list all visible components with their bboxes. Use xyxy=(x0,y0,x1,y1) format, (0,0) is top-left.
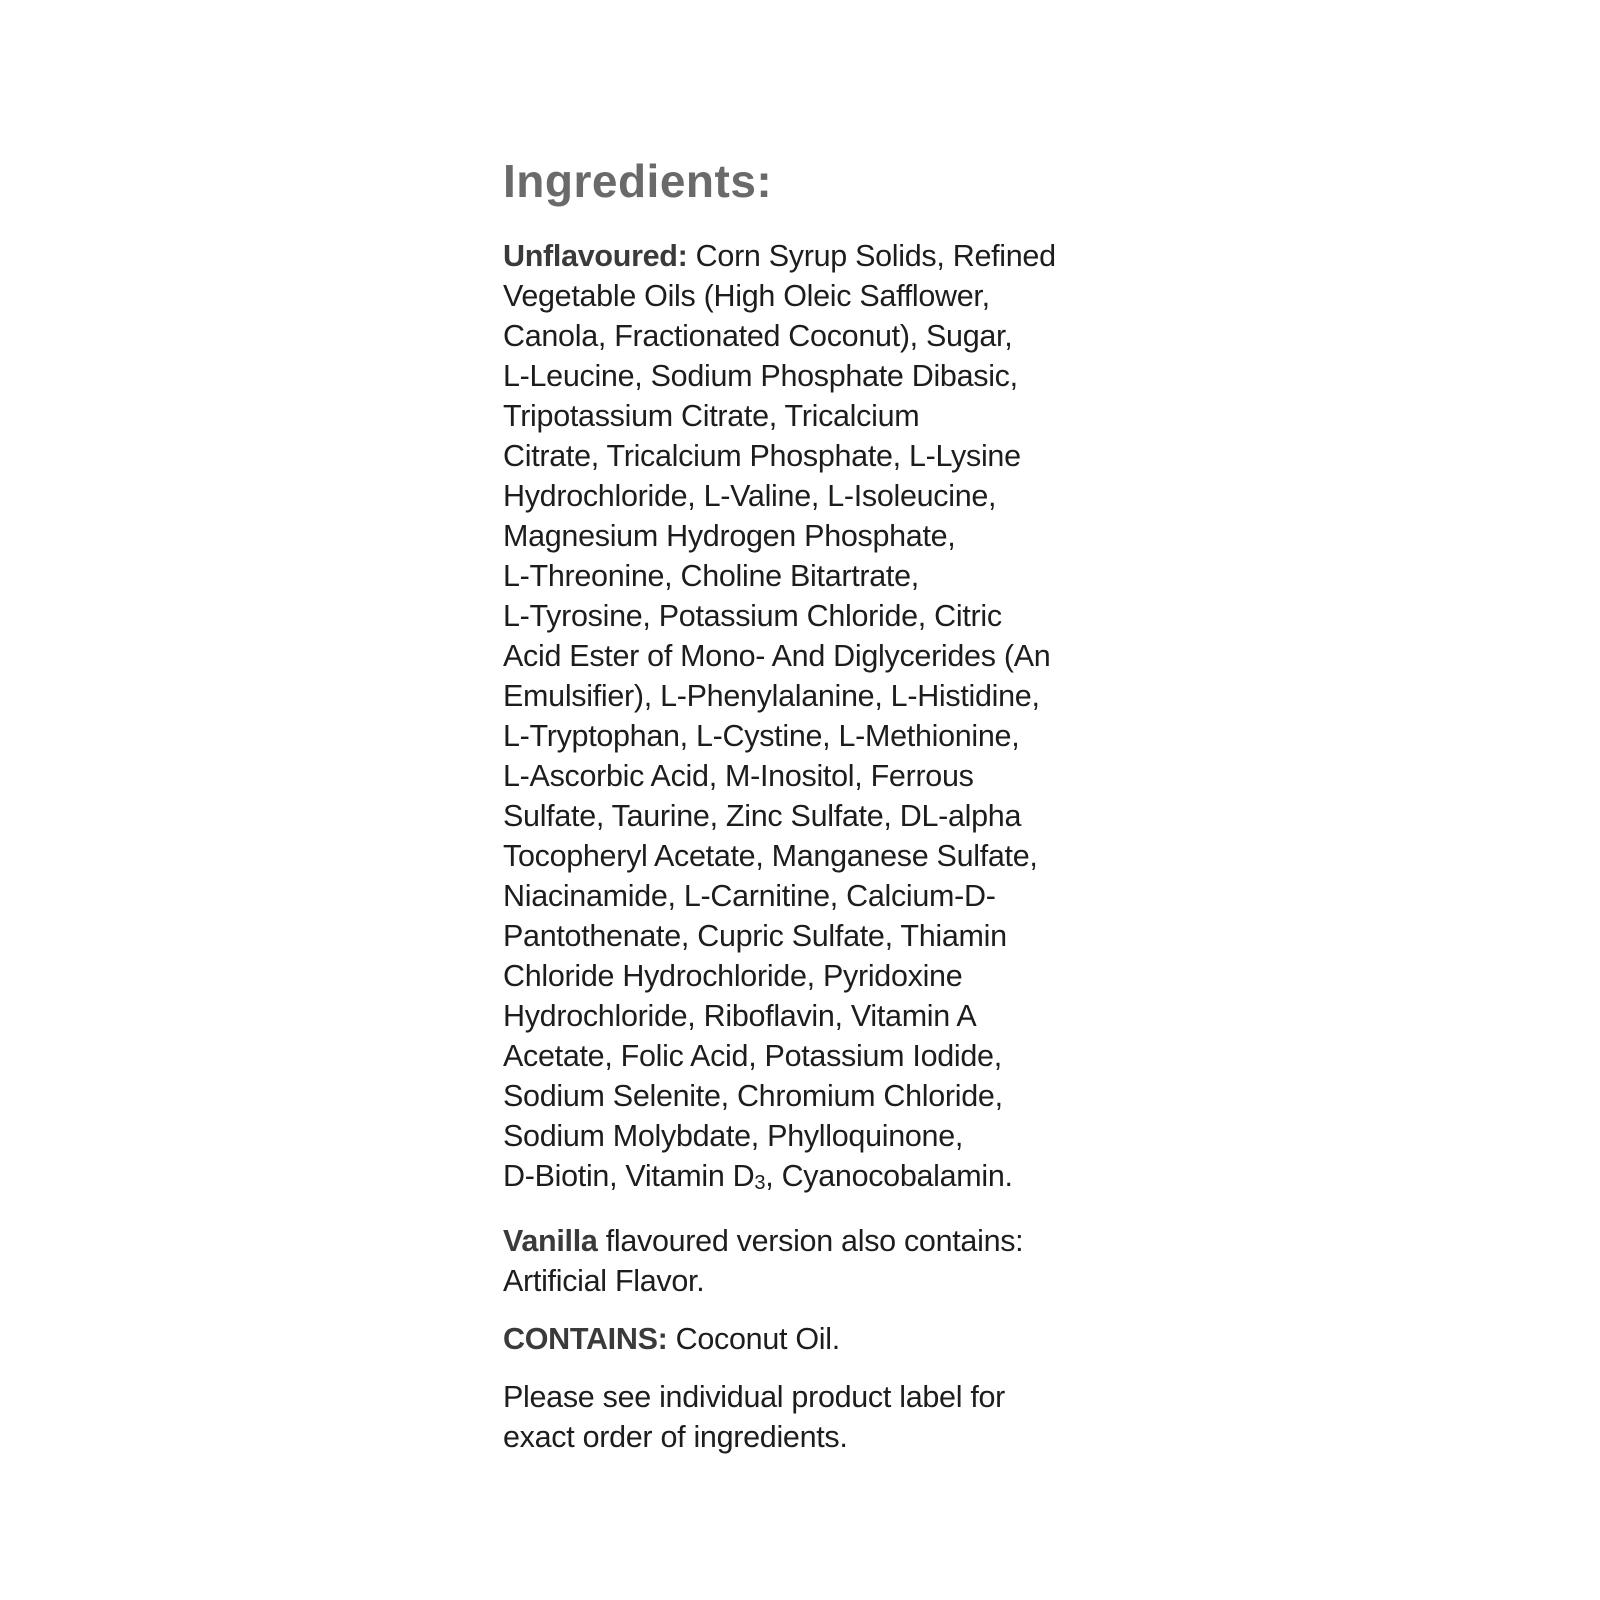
ingredient-line: Canola, Fractionated Coconut), Sugar, xyxy=(503,318,1013,353)
vanilla-line-1 xyxy=(503,1221,1115,1261)
ingredient-line: Magnesium Hydrogen Phosphate, xyxy=(503,518,956,553)
ingredient-line: Acid Ester of Mono- And Diglycerides (An xyxy=(503,638,1051,673)
vanilla-label: Vanilla xyxy=(503,1223,598,1258)
unflavoured-text: Corn Syrup Solids, Refined xyxy=(687,238,1056,273)
vanilla-line-2: Artificial Flavor. xyxy=(503,1263,705,1298)
unflavoured-line-1 xyxy=(503,236,1115,276)
ingredient-line-last xyxy=(503,1156,1115,1203)
unflavoured-label: Unflavoured: xyxy=(503,238,688,273)
ingredient-line: Tocopheryl Acetate, Manganese Sulfate, xyxy=(503,838,1038,873)
ingredient-line: Citrate, Tricalcium Phosphate, L-Lysine xyxy=(503,438,1021,473)
ingredient-line: L-Threonine, Choline Bitartrate, xyxy=(503,558,919,593)
ingredients-panel xyxy=(503,155,1115,1475)
note-paragraph xyxy=(503,1377,1115,1457)
ingredient-line: Niacinamide, L-Carnitine, Calcium-D- xyxy=(503,878,996,913)
ingredient-line: Hydrochloride, L-Valine, L-Isoleucine, xyxy=(503,478,997,513)
ingredient-line: Tripotassium Citrate, Tricalcium xyxy=(503,398,920,433)
ingredient-line: Pantothenate, Cupric Sulfate, Thiamin xyxy=(503,918,1007,953)
ingredient-line: L-Leucine, Sodium Phosphate Dibasic, xyxy=(503,358,1018,393)
vanilla-text: flavoured version also contains: xyxy=(597,1223,1024,1258)
contains-label: CONTAINS: xyxy=(503,1321,668,1356)
ingredient-line: Vegetable Oils (High Oleic Safflower, xyxy=(503,278,990,313)
ingredient-line: Acetate, Folic Acid, Potassium Iodide, xyxy=(503,1038,1002,1073)
ingredient-line: L-Ascorbic Acid, M-Inositol, Ferrous xyxy=(503,758,974,793)
ingredient-line: Hydrochloride, Riboflavin, Vitamin A xyxy=(503,998,977,1033)
note-line-2: exact order of ingredients. xyxy=(503,1419,848,1454)
vanilla-paragraph xyxy=(503,1221,1115,1301)
vitamin-subscript: 3 xyxy=(754,1171,766,1194)
ingredient-line: Chloride Hydrochloride, Pyridoxine xyxy=(503,958,963,993)
contains-line xyxy=(503,1319,1115,1359)
contains-paragraph xyxy=(503,1319,1115,1359)
ingredient-text: D-Biotin, Vitamin D xyxy=(503,1158,755,1193)
ingredient-line: Sodium Molybdate, Phylloquinone, xyxy=(503,1118,964,1153)
ingredient-line: L-Tryptophan, L-Cystine, L-Methionine, xyxy=(503,718,1020,753)
ingredient-line: L-Tyrosine, Potassium Chloride, Citric xyxy=(503,598,1002,633)
unflavoured-paragraph xyxy=(503,236,1115,1203)
note-line-1: Please see individual product label for xyxy=(503,1379,1006,1414)
contains-text: Coconut Oil. xyxy=(667,1321,840,1356)
ingredient-line: Sodium Selenite, Chromium Chloride, xyxy=(503,1078,1003,1113)
ingredients-heading: Ingredients: xyxy=(503,155,773,207)
ingredient-line: Emulsifier), L-Phenylalanine, L-Histidine, xyxy=(503,678,1040,713)
ingredient-line: Sulfate, Taurine, Zinc Sulfate, DL-alpha xyxy=(503,798,1022,833)
ingredient-text: , Cyanocobalamin. xyxy=(765,1158,1013,1193)
